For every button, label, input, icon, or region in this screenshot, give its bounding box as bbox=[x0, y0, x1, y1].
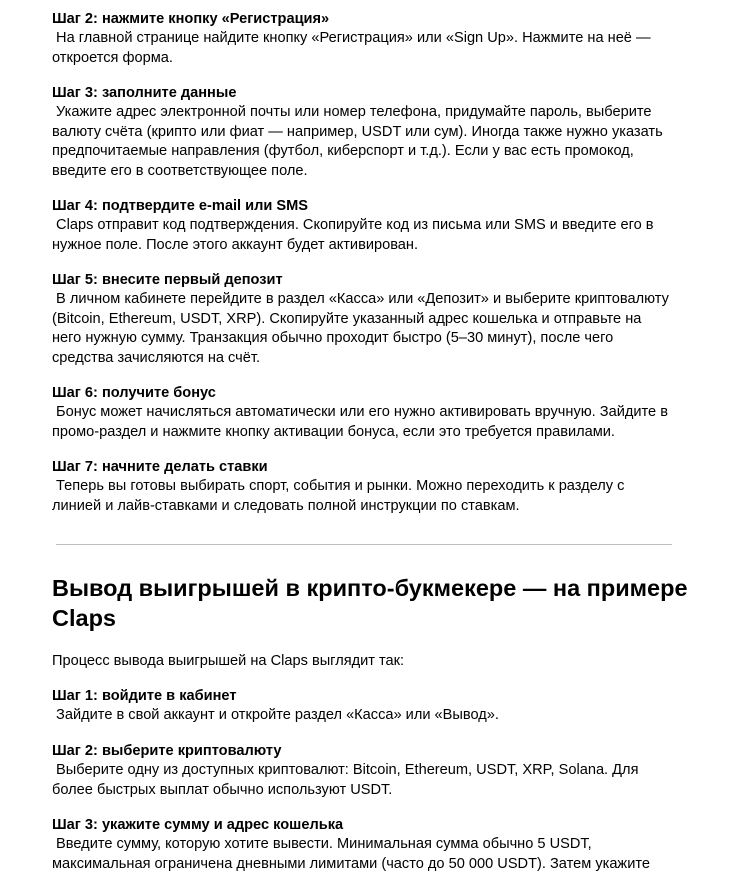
step-text-line: Введите сумму, которую хотите вывести. Минимальная сумма обычно 5 USDT, bbox=[52, 836, 592, 852]
step-text-line: Укажите адрес электронной почты или номер телефона, придумайте пароль, выберите bbox=[52, 104, 652, 120]
step-block bbox=[52, 10, 692, 68]
step-text-line: откроется форма. bbox=[52, 49, 173, 66]
step-text-line: (Bitcoin, Ethereum, USDT, XRP). Скопируйте указанный адрес кошелька и отправьте на bbox=[52, 310, 642, 327]
section-divider bbox=[56, 544, 672, 545]
step-text-line: предпочитаемые направления (футбол, киберспорт и т.д.). Если у вас есть промокод, bbox=[52, 143, 634, 160]
step-block bbox=[52, 742, 692, 800]
step-title: Шаг 4: подтвердите e-mail или SMS bbox=[52, 198, 309, 214]
step-text-line: средства зачисляются на счёт. bbox=[52, 350, 261, 367]
step-title: Шаг 1: войдите в кабинет bbox=[52, 688, 237, 704]
step-title: Шаг 2: выберите криптовалюту bbox=[52, 743, 282, 759]
section-heading-line: Claps bbox=[52, 605, 116, 631]
step-title: Шаг 3: заполните данные bbox=[52, 85, 237, 101]
step-text-line: линией и лайв-ставками и следовать полной инструкции по ставкам. bbox=[52, 497, 520, 514]
step-title: Шаг 7: начните делать ставки bbox=[52, 459, 268, 475]
step-text-line: На главной странице найдите кнопку «Регистрация» или «Sign Up». Нажмите на неё — bbox=[52, 30, 651, 46]
step-title: Шаг 5: внесите первый депозит bbox=[52, 272, 283, 288]
step-block bbox=[52, 816, 692, 874]
step-block bbox=[52, 384, 692, 442]
step-text-line: Бонус может начисляться автоматически или его нужно активировать вручную. Зайдите в bbox=[52, 404, 668, 420]
step-text-line: введите его в соответствующее поле. bbox=[52, 163, 308, 180]
step-block bbox=[52, 197, 692, 255]
step-text-line: него нужную сумму. Транзакция обычно проходит быстро (5–30 минут), после чего bbox=[52, 330, 614, 347]
step-block bbox=[52, 687, 692, 726]
step-title: Шаг 3: укажите сумму и адрес кошелька bbox=[52, 817, 344, 833]
step-text-line: промо-раздел и нажмите кнопку активации бонуса, если это требуется правилами. bbox=[52, 423, 615, 440]
step-title: Шаг 6: получите бонус bbox=[52, 385, 216, 401]
step-block bbox=[52, 458, 692, 516]
step-text-line: Теперь вы готовы выбирать спорт, события и рынки. Можно переходить к разделу с bbox=[52, 478, 625, 494]
step-text-line: нужное поле. После этого аккаунт будет активирован. bbox=[52, 236, 419, 253]
step-text-line: Выберите одну из доступных криптовалют: Bitcoin, Ethereum, USDT, XRP, Solana. Для bbox=[52, 762, 639, 778]
step-text-line: валюту счёта (крипто или фиат — например, USDT или сум). Иногда также нужно указать bbox=[52, 123, 663, 140]
step-title: Шаг 2: нажмите кнопку «Регистрация» bbox=[52, 11, 330, 27]
step-block bbox=[52, 271, 692, 369]
step-text-line: В личном кабинете перейдите в раздел «Касса» или «Депозит» и выберите криптовалюту bbox=[52, 291, 669, 307]
step-block bbox=[52, 84, 692, 182]
step-text-line: Зайдите в свой аккаунт и откройте раздел «Касса» или «Вывод». bbox=[52, 707, 499, 723]
step-text-line: Claps отправит код подтверждения. Скопируйте код из письма или SMS и введите его в bbox=[52, 217, 654, 233]
section-heading bbox=[52, 573, 692, 633]
section-heading-line: Вывод выигрышей в крипто-букмекере — на примере bbox=[52, 575, 688, 601]
step-text-line: более быстрых выплат обычно используют USDT. bbox=[52, 781, 393, 798]
step-text-line: максимальная ограничена дневными лимитами (часто до 50 000 USDT). Затем укажите bbox=[52, 855, 650, 872]
section-intro: Процесс вывода выигрышей на Claps выглядит так: bbox=[52, 653, 405, 669]
